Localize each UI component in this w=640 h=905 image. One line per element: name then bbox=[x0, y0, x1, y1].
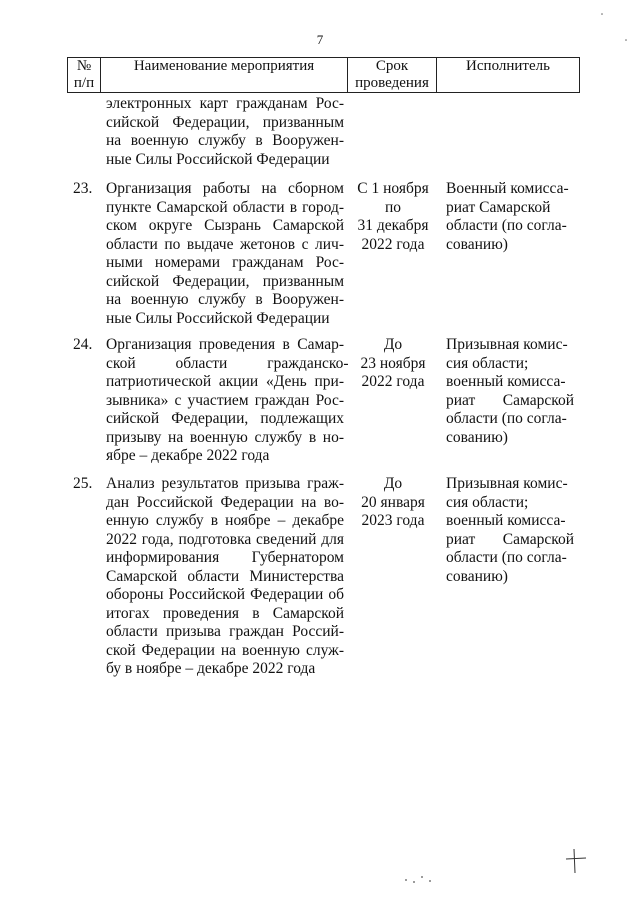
name-line: Организация работы на сборном bbox=[106, 180, 344, 197]
name-line: патриотической акции «День при- bbox=[106, 373, 344, 390]
name-line: ные Силы Российской Федерации bbox=[106, 150, 330, 168]
name-line: информирования Губернатором bbox=[106, 549, 344, 566]
item-number: 24. bbox=[73, 336, 93, 353]
header-term-line: Срок bbox=[375, 58, 409, 74]
name-line: на военную службу в Вооружен- bbox=[106, 291, 344, 308]
header-num-line: № bbox=[76, 58, 92, 74]
term-line: 2023 года bbox=[361, 512, 425, 529]
header-num bbox=[68, 58, 101, 93]
executor-line: области (по согла- bbox=[446, 549, 567, 566]
name-line: Анализ результатов призыва граж- bbox=[106, 475, 344, 492]
name-line: пункте Самарской области в город- bbox=[106, 198, 344, 216]
executor-line: риат Самарской bbox=[446, 530, 574, 548]
executor-line: риат Самарской bbox=[446, 391, 574, 409]
item-term bbox=[352, 180, 434, 254]
name-line: ябре – декабре 2022 года bbox=[106, 447, 270, 464]
executor-line: военный комисса- bbox=[446, 512, 566, 529]
term-line: по bbox=[384, 198, 402, 216]
header-term-line: проведения bbox=[355, 75, 429, 91]
page-number: 7 bbox=[316, 32, 324, 47]
header-name: Наименование мероприятия bbox=[101, 58, 348, 93]
executor-line: области (по согла- bbox=[446, 410, 567, 427]
name-line: ском округе Сызрань Самарской bbox=[106, 217, 344, 234]
term-line: 20 января bbox=[361, 493, 425, 511]
name-line: сийской Федерации, призванным bbox=[106, 113, 344, 131]
executor-line: сия области; bbox=[446, 493, 529, 511]
name-line: ные Силы Российской Федерации bbox=[106, 309, 330, 327]
item-executor bbox=[446, 180, 574, 254]
name-line: дан Российской Федерации на во- bbox=[106, 493, 344, 511]
item-name bbox=[106, 336, 349, 466]
name-line: электронных карт гражданам Рос- bbox=[106, 95, 344, 112]
executor-line: сованию) bbox=[446, 567, 508, 585]
executor-line: риат Самарской bbox=[446, 198, 551, 216]
term-line: 2022 года bbox=[361, 235, 425, 253]
term-line: 31 декабря bbox=[357, 217, 429, 234]
header-term bbox=[348, 58, 437, 93]
name-line: зывника» с участием граждан Рос- bbox=[106, 391, 344, 409]
item-executor bbox=[446, 336, 574, 447]
name-line: обороны Российской Федерации об bbox=[106, 586, 344, 603]
executor-line: Военный комисса- bbox=[446, 180, 569, 197]
continued-name bbox=[106, 95, 344, 169]
name-line: области призыва граждан Россий- bbox=[106, 623, 344, 640]
name-line: ской Федерации на военную служ- bbox=[106, 641, 344, 659]
item-number: 23. bbox=[73, 180, 93, 197]
term-line: 23 ноября bbox=[360, 354, 426, 372]
name-line: области по выдаче жетонов с лич- bbox=[106, 235, 344, 253]
table-header bbox=[67, 57, 580, 93]
item-term bbox=[352, 475, 434, 531]
name-line: призыву на военную службу в но- bbox=[106, 428, 344, 446]
scan-mark-cross bbox=[560, 846, 590, 876]
name-line: итогах проведения в Самарской bbox=[106, 604, 344, 622]
scan-mark-dots bbox=[400, 868, 440, 888]
executor-line: сия области; bbox=[446, 354, 529, 372]
scan-mark-corner bbox=[596, 6, 636, 46]
executor-line: сованию) bbox=[446, 235, 508, 253]
name-line: сийской Федерации, призванным bbox=[106, 272, 344, 290]
item-name bbox=[106, 180, 344, 328]
item-term bbox=[352, 336, 434, 392]
term-line: С 1 ноября bbox=[357, 180, 429, 197]
term-line: 2022 года bbox=[361, 373, 425, 390]
name-line: на военную службу в Вооружен- bbox=[106, 132, 344, 149]
name-line: 2022 года, подготовка сведений для bbox=[106, 530, 344, 548]
name-line: бу в ноябре – декабре 2022 года bbox=[106, 660, 316, 677]
executor-line: военный комисса- bbox=[446, 373, 566, 390]
item-name bbox=[106, 475, 344, 679]
name-line: ской области гражданско- bbox=[106, 354, 349, 372]
name-line: ными номерами гражданам Рос- bbox=[106, 254, 344, 271]
name-line: Самарской области Министерства bbox=[106, 567, 344, 585]
name-line: сийской Федерации, подлежащих bbox=[106, 410, 344, 427]
item-executor bbox=[446, 475, 574, 586]
name-line: енную службу в ноябре – декабре bbox=[106, 512, 344, 529]
executor-line: Призывная комис- bbox=[446, 336, 568, 353]
term-line: До bbox=[383, 336, 403, 353]
name-line: Организация проведения в Самар- bbox=[106, 336, 344, 353]
executor-line: области (по согла- bbox=[446, 217, 567, 234]
executor-line: Призывная комис- bbox=[446, 475, 568, 492]
header-executor: Исполнитель bbox=[437, 58, 580, 93]
executor-line: сованию) bbox=[446, 428, 508, 446]
term-line: До bbox=[383, 475, 403, 492]
header-num-line: п/п bbox=[73, 75, 95, 91]
item-number: 25. bbox=[73, 475, 93, 492]
